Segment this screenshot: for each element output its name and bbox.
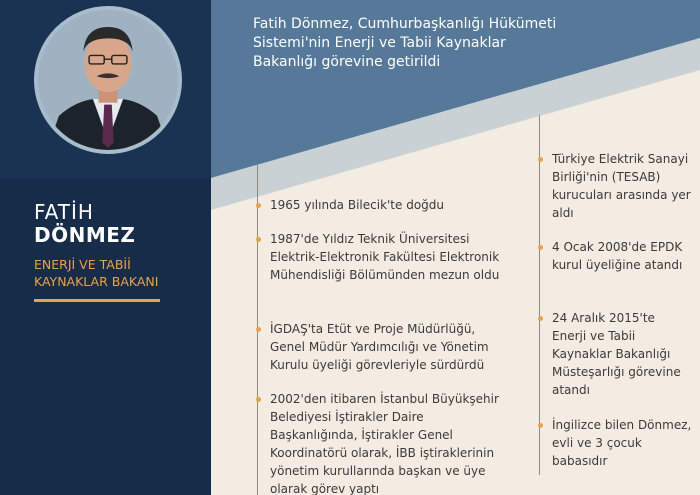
timeline-item: İngilizce bilen Dönmez, evli ve 3 çocuk babasıdır (552, 418, 692, 468)
portrait-icon (38, 10, 178, 150)
timeline-line-right (539, 115, 540, 475)
portrait-photo (34, 6, 182, 154)
timeline-item: Türkiye Elektrik Sanayi Birliği'nin (TESAB) kurucuları arasında yer aldı (552, 152, 691, 220)
timeline-item: 24 Aralık 2015'te Enerji ve Tabii Kaynaklar Bakanlığı Müsteşarlığı görevine atandı (552, 309, 692, 399)
timeline-item: 4 Ocak 2008'de EPDK kurul üyeliğine atandı (552, 238, 692, 274)
role-title: ENERJİ VE TABİİ KAYNAKLAR BAKANI (34, 257, 159, 289)
last-name: DÖNMEZ (34, 223, 136, 247)
role-underline (34, 299, 160, 302)
timeline-item: İGDAŞ'ta Etüt ve Proje Müdürlüğü, Genel Müdür Yardımcılığı ve Yönetim Kurulu üyeliği görevleriyle sürdürdü (270, 320, 510, 374)
timeline-item: 1987'de Yıldız Teknik Üniversitesi Elektrik-Elektronik Fakültesi Elektronik Mühendisliği Bölümünden mezun oldu (270, 230, 510, 284)
first-name: FATİH (34, 200, 94, 224)
headline: Fatih Dönmez, Cumhurbaşkanlığı Hükümeti Sistemi'nin Enerji ve Tabii Kaynaklar Bakanlığı görevine getirildi (253, 16, 557, 70)
timeline-item: 2002'den itibaren İstanbul Büyükşehir Belediyesi İştirakler Daire Başkanlığında, İştirakler Genel Koordinatörü olarak, İBB iştiraklerinin yönetim kurullarında başkan ve üye olarak görev yaptı (270, 390, 510, 495)
timeline-item: 1965 yılında Bilecik'te doğdu (270, 196, 510, 214)
